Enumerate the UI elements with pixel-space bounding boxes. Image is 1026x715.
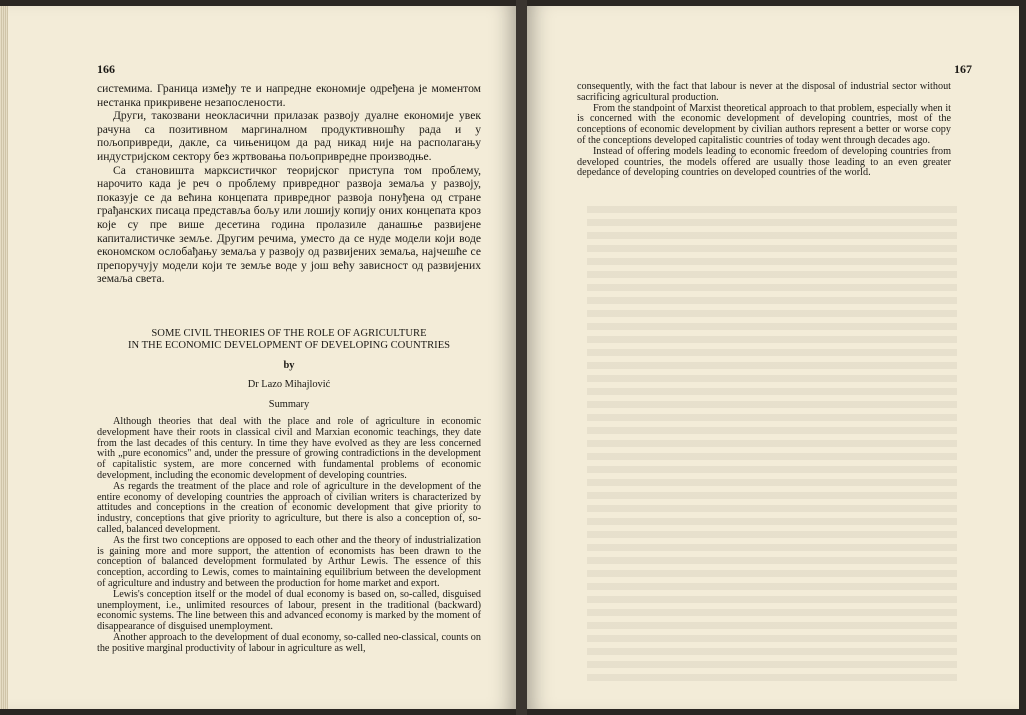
- left-page: [8, 6, 516, 709]
- author-name: Dr Lazo Mihajlović: [247, 379, 331, 390]
- paragraph: As regards the treatment of the place and role of agriculture in the development of the entire economy of developing countries the approach of civilian writers is characterized by attitudes and conceptions in the creation of economic development that give priority to industry, conceptions that give priority to agriculture, but there is also a conception of, so-called, balanced development.: [97, 480, 481, 535]
- english-summary-block: [97, 417, 481, 655]
- paragraph: As the first two conceptions are opposed to each other and the theory of industrialization is gaining more and more support, the attention of economists has been drawn to the conception of balanced development formulated by Arthur Lewis. The essence of this conception, according to Lewis, comes to maintaining equilibrium between the development of agriculture and industry and between the production for home market and export.: [97, 534, 481, 589]
- summary-title-line: SOME CIVIL THEORIES OF THE ROLE OF AGRICULTURE: [151, 328, 427, 339]
- paragraph: Са становишта марксистичког теоријског приступа том проблему, нарочито када је реч о проблему привредног развоја земаља у развоју, показује се да већина концепата привредног развоја понуђена од стране грађанских писаца представља бољу или лошију копију оних концепата кроз које су пре више десетина година пролазиле данашње развијене капиталистичке земље. Другим речима, уместо да се нуде модели који воде економском ослобађању земаља у развоју од развијених земаља, најчешће се препоручују модели који те земље воде у још већу зависност од развијених земаља света.: [97, 163, 481, 286]
- paragraph: Although theories that deal with the place and role of agriculture in economic development have their roots in classical civil and Marxian economic teachings, they date from the last decades of this century. In time they have evolved as they are less concerned with „pure economics" and, under the pressure of growing contradictions in the development of capitalistic system, are more concerned with fundamental problems of economic development, including the economic development of developing countries.: [97, 416, 481, 481]
- book-gutter: [516, 0, 527, 715]
- summary-title-line: IN THE ECONOMIC DEVELOPMENT OF DEVELOPING COUNTRIES: [127, 340, 451, 351]
- summary-label: Summary: [268, 399, 310, 410]
- paragraph: Instead of offering models leading to economic freedom of developing countries from developed countries, the models offered are usually those leading to an even greater depedance of developing countries on developed countries of the world.: [577, 145, 951, 179]
- cyrillic-text-block: [97, 82, 481, 286]
- paragraph: системима. Граница између те и напредне економије одређена је моментом нестанка прикривене незапослености.: [97, 82, 481, 109]
- bleed-through-text: [587, 206, 957, 686]
- paragraph: Lewis's conception itself or the model of dual economy is based on, so-called, disguised unemployment, i.e., unlimited resources of labour, present in the traditional (backward) economic systems. The line between this and advanced economy is marked by the moment of disappearance of disguised unemployment.: [97, 588, 481, 633]
- paragraph: Another approach to the development of dual economy, so-called neo-classical, counts on the positive marginal productivity of labour in agriculture as well,: [97, 631, 481, 654]
- english-continuation-block: [577, 82, 951, 179]
- paragraph: consequently, with the fact that labour is never at the disposal of industrial sector without sacrificing agricultural production.: [577, 81, 951, 103]
- summary-title: [97, 328, 481, 352]
- paragraph: Други, такозвани неокласични прилазак развоју дуалне економије увек рачуна са позитивном маргиналном продуктивношћу рада и у пољопривреди, дакле, са чињеницом да рад никад није на располагању индустријском сектору без жртвовања пољопривредне производње.: [97, 109, 481, 163]
- by-line: by: [283, 360, 295, 371]
- paragraph: From the standpoint of Marxist theoretical approach to that problem, especially when it is concerned with the economic development of developing countries, most of the conceptions of economic development by civilian authors represent a better or worse copy of the conceptions developed capitalistic countries of today went through decades ago.: [577, 102, 951, 146]
- page-number: 167: [954, 62, 972, 76]
- right-page: [527, 6, 1019, 709]
- page-number: 166: [97, 62, 115, 76]
